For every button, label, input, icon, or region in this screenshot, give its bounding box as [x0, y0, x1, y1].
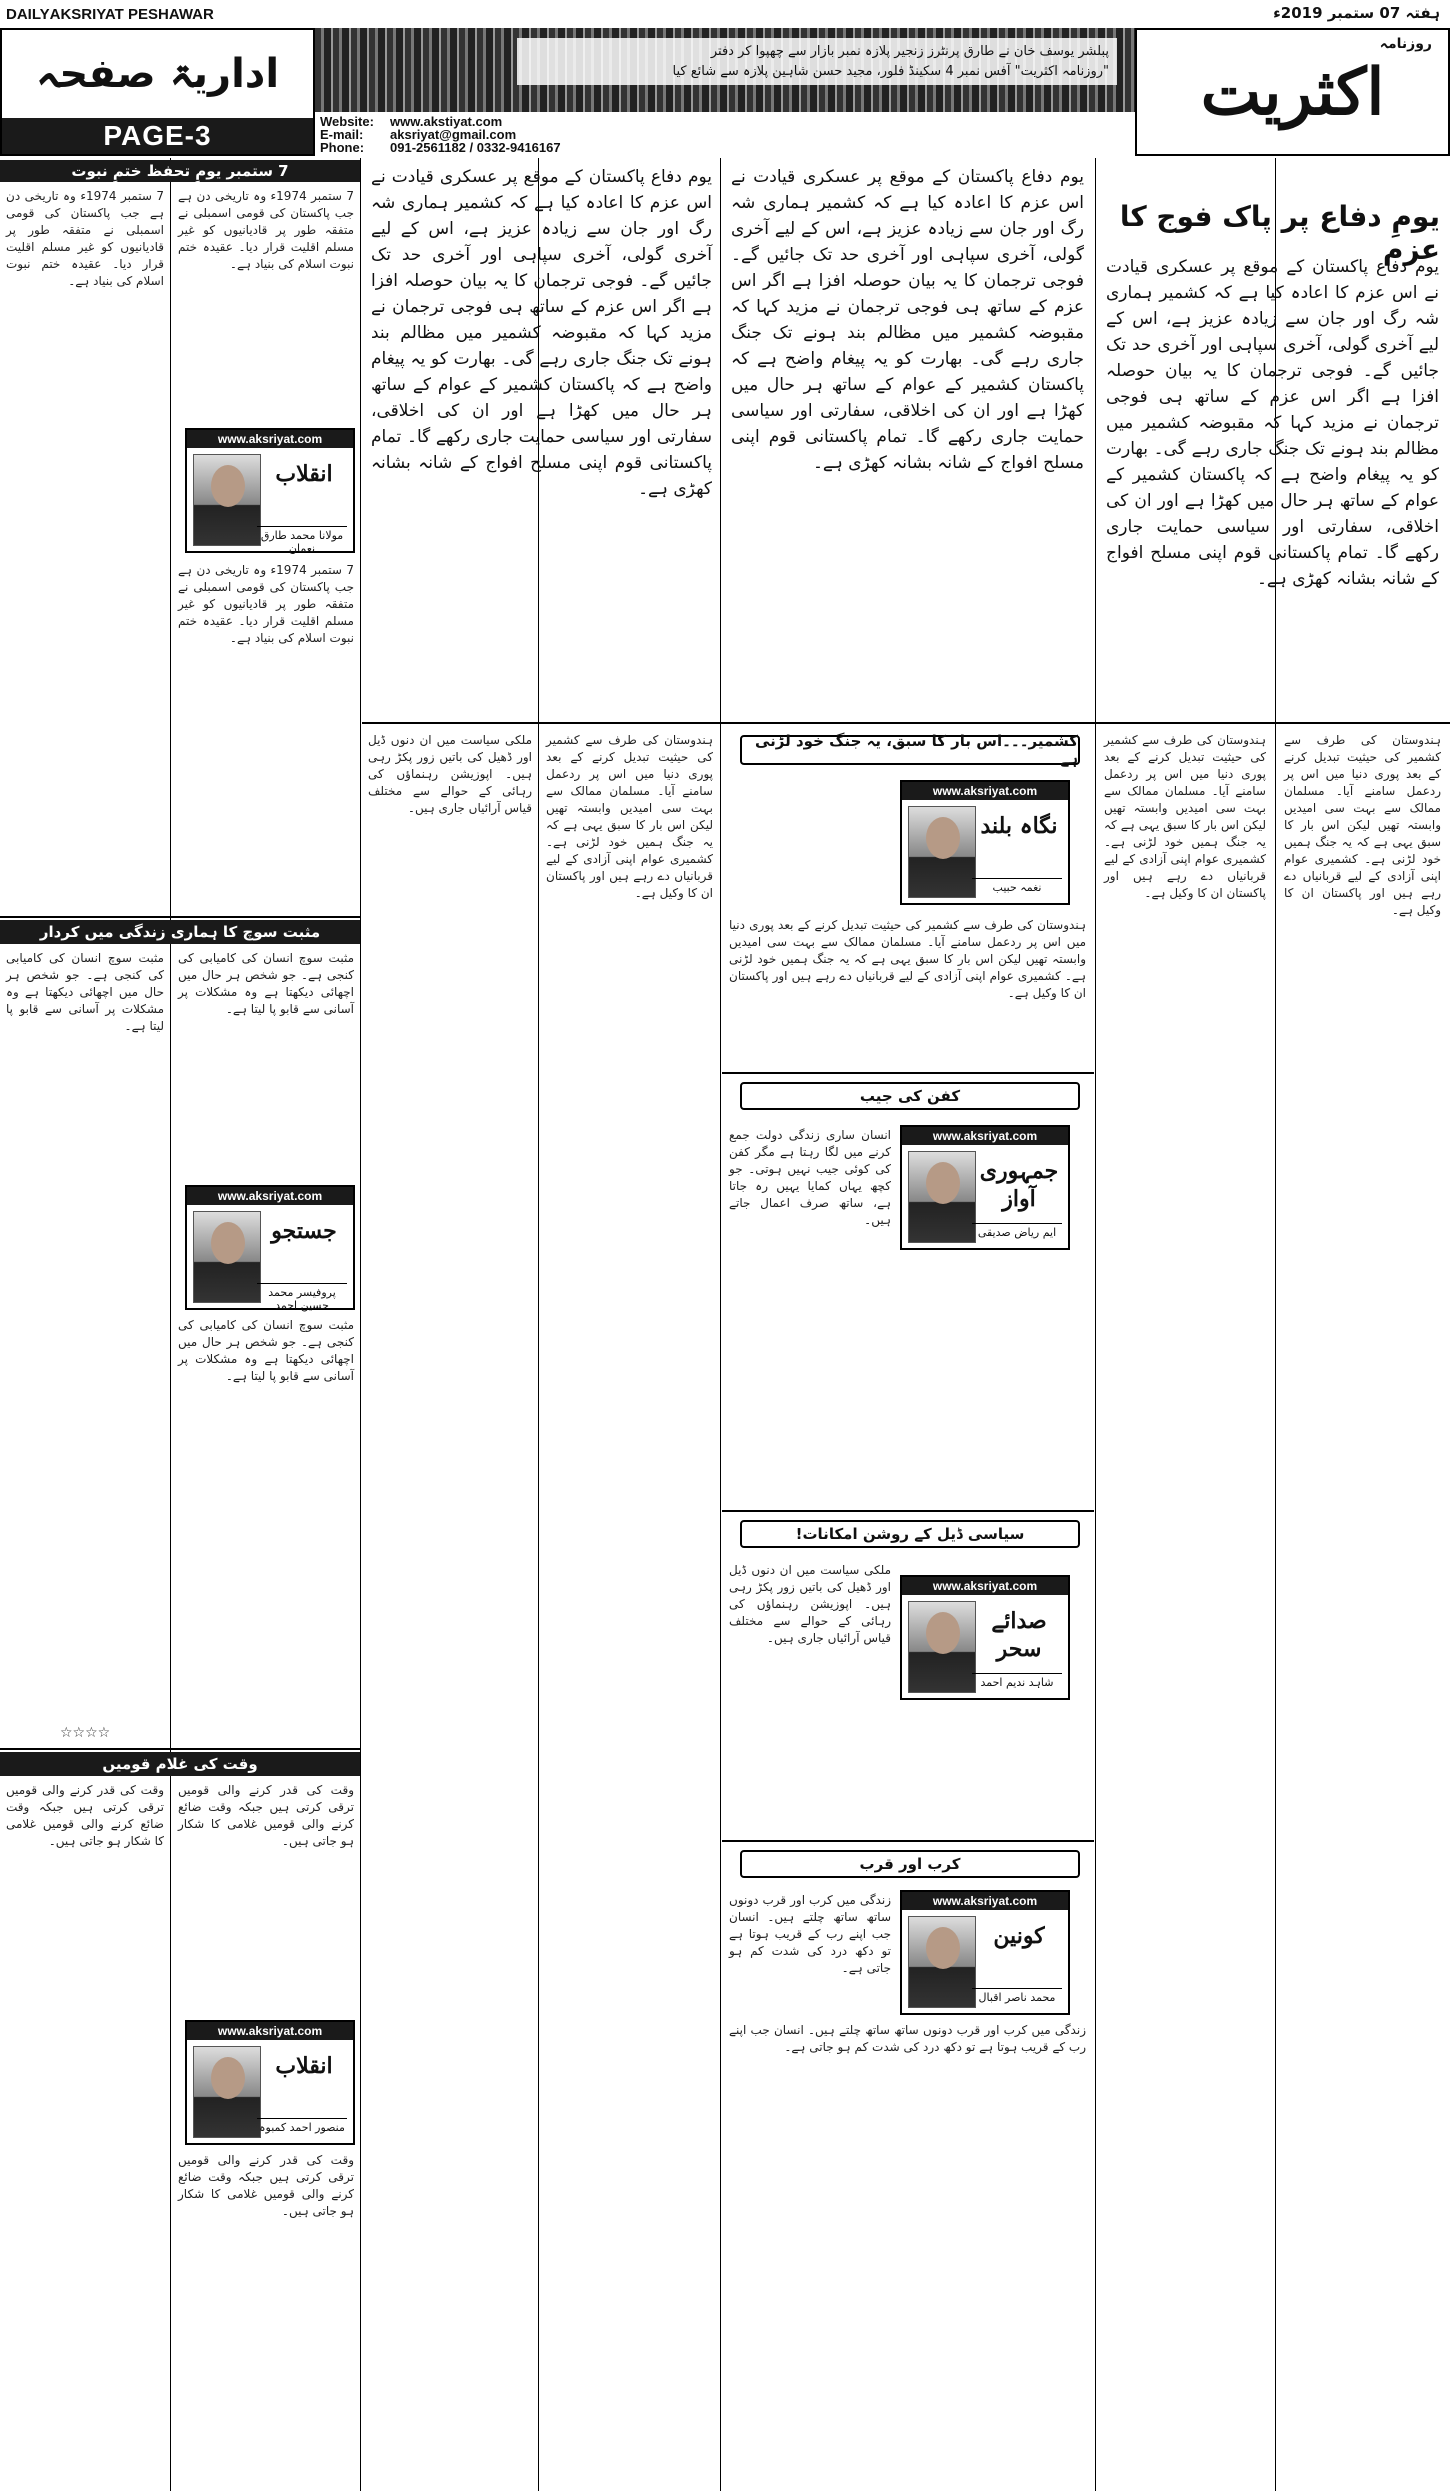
author-card [185, 1185, 355, 1310]
column-name: انقلاب [275, 461, 333, 487]
email-link[interactable]: aksriyat@gmail.com [390, 127, 517, 142]
author-name: مولانا محمد طارق نعمان [257, 526, 347, 555]
editorial-body-col-1: یوم دفاع پاکستان کے موقع پر عسکری قیادت نے اس عزم کا اعادہ کیا ہے کہ کشمیر ہماری شہ رگ اور جان سے زیادہ عزیز ہے، اس کے لیے آخری گولی، آخری سپاہی اور آخری حد تک جائیں گے۔ فوجی ترجمان کا یہ بیان حوصلہ افزا ہے اگر اس عزم کے ساتھ ہی فوجی ترجمان نے مزید کہا کہ مقبوضہ کشمیر میں مظالم بند ہونے تک جنگ جاری رہے گی۔ بھارت کو یہ پیغام واضح ہے کہ پاکستان کشمیر کے عوام کے ساتھ ہر حال میں کھڑا ہے اور ان کی اخلاقی، سفارتی اور سیاسی حمایت جاری رکھے گا۔ تمام پاکستانی قوم اپنی مسلح افواج کے شانہ بشانہ کھڑی ہے۔ [1106, 257, 1439, 589]
phone-label: Phone: [320, 140, 365, 155]
logo-subtitle: روزنامہ [1379, 36, 1432, 52]
column-divider [1095, 158, 1096, 2491]
books-banner [315, 28, 1135, 112]
column-divider [360, 158, 361, 2491]
brand-line [6, 6, 214, 23]
section-end-stars: ☆☆☆☆ [60, 1725, 111, 1741]
author-name: پروفیسر محمد حسین احمد [257, 1283, 347, 1312]
card-url: www.aksriyat.com [187, 430, 353, 448]
column-name: کونین [993, 1923, 1045, 1949]
editorial-page-box [0, 28, 315, 156]
editorial-page-title: اداریۃ صفحہ [35, 51, 280, 97]
printer-line [517, 38, 1117, 85]
email-label: E-mail: [320, 127, 364, 142]
article-body-continued-b: ملکی سیاست میں ان دنوں ڈیل اور ڈھیل کی باتیں زور پکڑ رہی ہیں۔ اپوزیشن رہنماؤں کی رہائی کے حوالے سے مختلف قیاس آرائیاں جاری ہیں۔ [368, 733, 532, 815]
author-photo [908, 1601, 976, 1693]
top-strip [0, 0, 1450, 28]
article-body-continued-a: ہندوستان کی طرف سے کشمیر کی حیثیت تبدیل کرنے کے بعد پوری دنیا میں اس پر ردعمل سامنے آیا۔ مسلمان ممالک سے بہت سی امیدیں وابستہ تھیں لیکن اس بار کا سبق یہی ہے کہ یہ جنگ ہمیں خود لڑنی ہے۔ کشمیری عوام اپنی آزادی کے لیے قربانیاں دے رہے ہیں اور پاکستان ان کا وکیل ہے۔ [546, 733, 713, 900]
author-name: نغمہ حبیب [972, 878, 1062, 894]
author-name: شاہد ندیم احمد [972, 1673, 1062, 1689]
card-url: www.aksriyat.com [902, 1892, 1068, 1910]
side-body-musbat-c: مثبت سوچ انسان کی کامیابی کی کنجی ہے۔ جو شخص ہر حال میں اچھائی دیکھتا ہے وہ مشکلات پر آسانی سے قابو پا لیتا ہے۔ [178, 1318, 354, 1383]
author-card [900, 780, 1070, 905]
author-photo [908, 806, 976, 898]
author-photo [193, 2046, 261, 2138]
editorial-headline: یومِ دفاع پر پاک فوج کا عزم [1119, 200, 1440, 266]
side-body-musbat-b: مثبت سوچ انسان کی کامیابی کی کنجی ہے۔ جو شخص ہر حال میں اچھائی دیکھتا ہے وہ مشکلات پر آسانی سے قابو پا لیتا ہے۔ [6, 951, 164, 1033]
side-heading-musbat-soch: مثبت سوچ کا ہماری زندگی میں کردار [0, 920, 360, 944]
section-divider [0, 916, 360, 918]
author-name: منصور احمد کمبوہ [257, 2118, 347, 2134]
article-heading-kashmir: کشمیر۔۔۔اس بار کا سبق، یہ جنگ خود لڑنی ہے [740, 735, 1080, 765]
article-heading-siyasi-deal: سیاسی ڈیل کے روشن امکانات! [740, 1520, 1080, 1548]
author-card [185, 2020, 355, 2145]
section-divider [0, 1748, 360, 1750]
website-label: Website: [320, 114, 374, 129]
masthead [0, 28, 1450, 156]
author-photo [908, 1916, 976, 2008]
author-card [185, 428, 355, 553]
article-heading-karb: کرب اور قرب [740, 1850, 1080, 1878]
card-url: www.aksriyat.com [187, 1187, 353, 1205]
column-name: جمہوری آواز [979, 1158, 1059, 1212]
article-body-kashmir-c: ہندوستان کی طرف سے کشمیر کی حیثیت تبدیل کرنے کے بعد پوری دنیا میں اس پر ردعمل سامنے آیا۔ مسلمان ممالک سے بہت سی امیدیں وابستہ تھیں لیکن اس بار کا سبق یہی ہے کہ یہ جنگ ہمیں خود لڑنی ہے۔ کشمیری عوام اپنی آزادی کے لیے قربانیاں دے رہے ہیں اور پاکستان ان کا وکیل ہے۔ [729, 918, 1086, 1000]
section-divider [722, 1072, 1094, 1074]
side-body-khatm-c: 7 ستمبر 1974ء وہ تاریخی دن ہے جب پاکستان کی قومی اسمبلی نے متفقہ طور پر قادیانیوں کو غیر مسلم اقلیت قرار دیا۔ عقیدہ ختم نبوت اسلام کی بنیاد ہے۔ [178, 563, 355, 645]
card-url: www.aksriyat.com [902, 782, 1068, 800]
side-body-khatm-b: 7 ستمبر 1974ء وہ تاریخی دن ہے جب پاکستان کی قومی اسمبلی نے متفقہ طور پر قادیانیوں کو غیر مسلم اقلیت قرار دیا۔ عقیدہ ختم نبوت اسلام کی بنیاد ہے۔ [6, 189, 165, 288]
card-url: www.aksriyat.com [187, 2022, 353, 2040]
article-body-kashmir-b: ہندوستان کی طرف سے کشمیر کی حیثیت تبدیل کرنے کے بعد پوری دنیا میں اس پر ردعمل سامنے آیا۔ مسلمان ممالک سے بہت سی امیدیں وابستہ تھیں لیکن اس بار کا سبق یہی ہے کہ یہ جنگ ہمیں خود لڑنی ہے۔ کشمیری عوام اپنی آزادی کے لیے قربانیاں دے رہے ہیں اور پاکستان ان کا وکیل ہے۔ [1284, 733, 1441, 917]
author-photo [193, 1211, 261, 1303]
editorial-body-col-3: یوم دفاع پاکستان کے موقع پر عسکری قیادت نے اس عزم کا اعادہ کیا ہے کہ کشمیر ہماری شہ رگ اور جان سے زیادہ عزیز ہے، اس کے لیے آخری گولی، آخری سپاہی اور آخری حد تک جائیں گے۔ فوجی ترجمان کا یہ بیان حوصلہ افزا ہے اگر اس عزم کے ساتھ ہی فوجی ترجمان نے مزید کہا کہ مقبوضہ کشمیر میں مظالم بند ہونے تک جنگ جاری رہے گی۔ بھارت کو یہ پیغام واضح ہے کہ پاکستان کشمیر کے عوام کے ساتھ ہر حال میں کھڑا ہے اور ان کی اخلاقی، سفارتی اور سیاسی حمایت جاری رکھے گا۔ تمام پاکستانی قوم اپنی مسلح افواج کے شانہ بشانہ کھڑی ہے۔ [371, 167, 712, 499]
article-body-kashmir-a: ہندوستان کی طرف سے کشمیر کی حیثیت تبدیل کرنے کے بعد پوری دنیا میں اس پر ردعمل سامنے آیا۔ مسلمان ممالک سے بہت سی امیدیں وابستہ تھیں لیکن اس بار کا سبق یہی ہے کہ یہ جنگ ہمیں خود لڑنی ہے۔ کشمیری عوام اپنی آزادی کے لیے قربانیاں دے رہے ہیں اور پاکستان ان کا وکیل ہے۔ [1104, 733, 1266, 900]
brand-prefix: DAILY [6, 6, 50, 23]
page-number-label: PAGE-3 [2, 118, 313, 154]
brand-name: AKSRIYAT [49, 6, 124, 23]
article-body-siyasi-deal: ملکی سیاست میں ان دنوں ڈیل اور ڈھیل کی باتیں زور پکڑ رہی ہیں۔ اپوزیشن رہنماؤں کی رہائی کے حوالے سے مختلف قیاس آرائیاں جاری ہیں۔ [729, 1563, 891, 1645]
side-body-musbat-a: مثبت سوچ انسان کی کامیابی کی کنجی ہے۔ جو شخص ہر حال میں اچھائی دیکھتا ہے وہ مشکلات پر آسانی سے قابو پا لیتا ہے۔ [178, 951, 354, 1016]
column-name: صدائے سحر [991, 1608, 1047, 1662]
editorial-divider [362, 722, 1450, 724]
card-url: www.aksriyat.com [902, 1577, 1068, 1595]
masthead-banner [315, 28, 1135, 156]
column-name: نگاہ بلند [980, 813, 1058, 839]
card-url: www.aksriyat.com [902, 1127, 1068, 1145]
column-name: انقلاب [275, 2053, 333, 2079]
side-body-waqt-b: وقت کی قدر کرنے والی قومیں ترقی کرتی ہیں جبکہ وقت ضائع کرنے والی قومیں غلامی کا شکار ہو جاتی ہیں۔ [6, 1783, 164, 1848]
article-body-karb: زندگی میں کرب اور قرب دونوں ساتھ ساتھ چلتے ہیں۔ انسان جب اپنے رب کے قریب ہوتا ہے تو دکھ درد کی شدت کم ہو جاتی ہے۔ [729, 1893, 891, 1975]
printer-line-2: "روزنامہ اکثریت" آفس نمبر 4 سکینڈ فلور، مجید حسن شاہین پلازہ سے شائع کیا [672, 63, 1109, 79]
author-name: محمد ناصر اقبال [972, 1988, 1062, 2004]
author-card [900, 1575, 1070, 1700]
section-divider [722, 1840, 1094, 1842]
side-body-waqt-c: وقت کی قدر کرنے والی قومیں ترقی کرتی ہیں جبکہ وقت ضائع کرنے والی قومیں غلامی کا شکار ہو جاتی ہیں۔ [178, 2153, 354, 2218]
website-link[interactable]: www.akstiyat.com [390, 114, 503, 129]
article-heading-kafan: کفن کی جیب [740, 1082, 1080, 1110]
column-name: جستجو [271, 1218, 337, 1244]
side-body-khatm-a: 7 ستمبر 1974ء وہ تاریخی دن ہے جب پاکستان کی قومی اسمبلی نے متفقہ طور پر قادیانیوں کو غیر مسلم اقلیت قرار دیا۔ عقیدہ ختم نبوت اسلام کی بنیاد ہے۔ [178, 189, 355, 271]
author-photo [908, 1151, 976, 1243]
author-name: ایم ریاض صدیقی [972, 1223, 1062, 1239]
author-card [900, 1890, 1070, 2015]
article-body-kafan: انسان ساری زندگی دولت جمع کرنے میں لگا رہتا ہے مگر کفن کی کوئی جیب نہیں ہوتی۔ جو کچھ یہاں کمایا یہیں رہ جاتا ہے، ساتھ صرف اعمال جاتے ہیں۔ [729, 1128, 891, 1227]
issue-date: ہفتہ 07 ستمبر 2019ء [1273, 4, 1440, 22]
side-heading-khatm-nabuwat: 7 ستمبر یومِ تحفظ ختمِ نبوت [0, 160, 360, 182]
author-card [900, 1125, 1070, 1250]
article-body-karb-b: زندگی میں کرب اور قرب دونوں ساتھ ساتھ چلتے ہیں۔ انسان جب اپنے رب کے قریب ہوتا ہے تو دکھ درد کی شدت کم ہو جاتی ہے۔ [729, 2023, 1086, 2054]
side-body-waqt-a: وقت کی قدر کرنے والی قومیں ترقی کرتی ہیں جبکہ وقت ضائع کرنے والی قومیں غلامی کا شکار ہو جاتی ہیں۔ [178, 1783, 354, 1848]
editorial-body-col-2: یوم دفاع پاکستان کے موقع پر عسکری قیادت نے اس عزم کا اعادہ کیا ہے کہ کشمیر ہماری شہ رگ اور جان سے زیادہ عزیز ہے، اس کے لیے آخری گولی، آخری سپاہی اور آخری حد تک جائیں گے۔ فوجی ترجمان کا یہ بیان حوصلہ افزا ہے اگر اس عزم کے ساتھ ہی فوجی ترجمان نے مزید کہا کہ مقبوضہ کشمیر میں مظالم بند ہونے تک جنگ جاری رہے گی۔ بھارت کو یہ پیغام واضح ہے کہ پاکستان کشمیر کے عوام کے ساتھ ہر حال میں کھڑا ہے اور ان کی اخلاقی، سفارتی اور سیاسی حمایت جاری رکھے گا۔ تمام پاکستانی قوم اپنی مسلح افواج کے شانہ بشانہ کھڑی ہے۔ [731, 167, 1084, 473]
brand-city: PESHAWAR [127, 6, 214, 23]
newspaper-logo: اکثریت [1200, 54, 1385, 130]
contact-info [320, 115, 561, 154]
side-heading-waqt: وقت کی غلام قومیں [0, 1752, 360, 1776]
column-divider [170, 158, 171, 2491]
column-divider [720, 158, 721, 2491]
newspaper-logo-box [1135, 28, 1450, 156]
author-photo [193, 454, 261, 546]
section-divider [722, 1510, 1094, 1512]
printer-line-1: پبلشر یوسف خان نے طارق پرنٹرز زنجیر پلازہ نمبر بازار سے چھپوا کر دفتر [710, 44, 1109, 59]
phone-number: 091-2561182 / 0332-9416167 [390, 140, 561, 155]
